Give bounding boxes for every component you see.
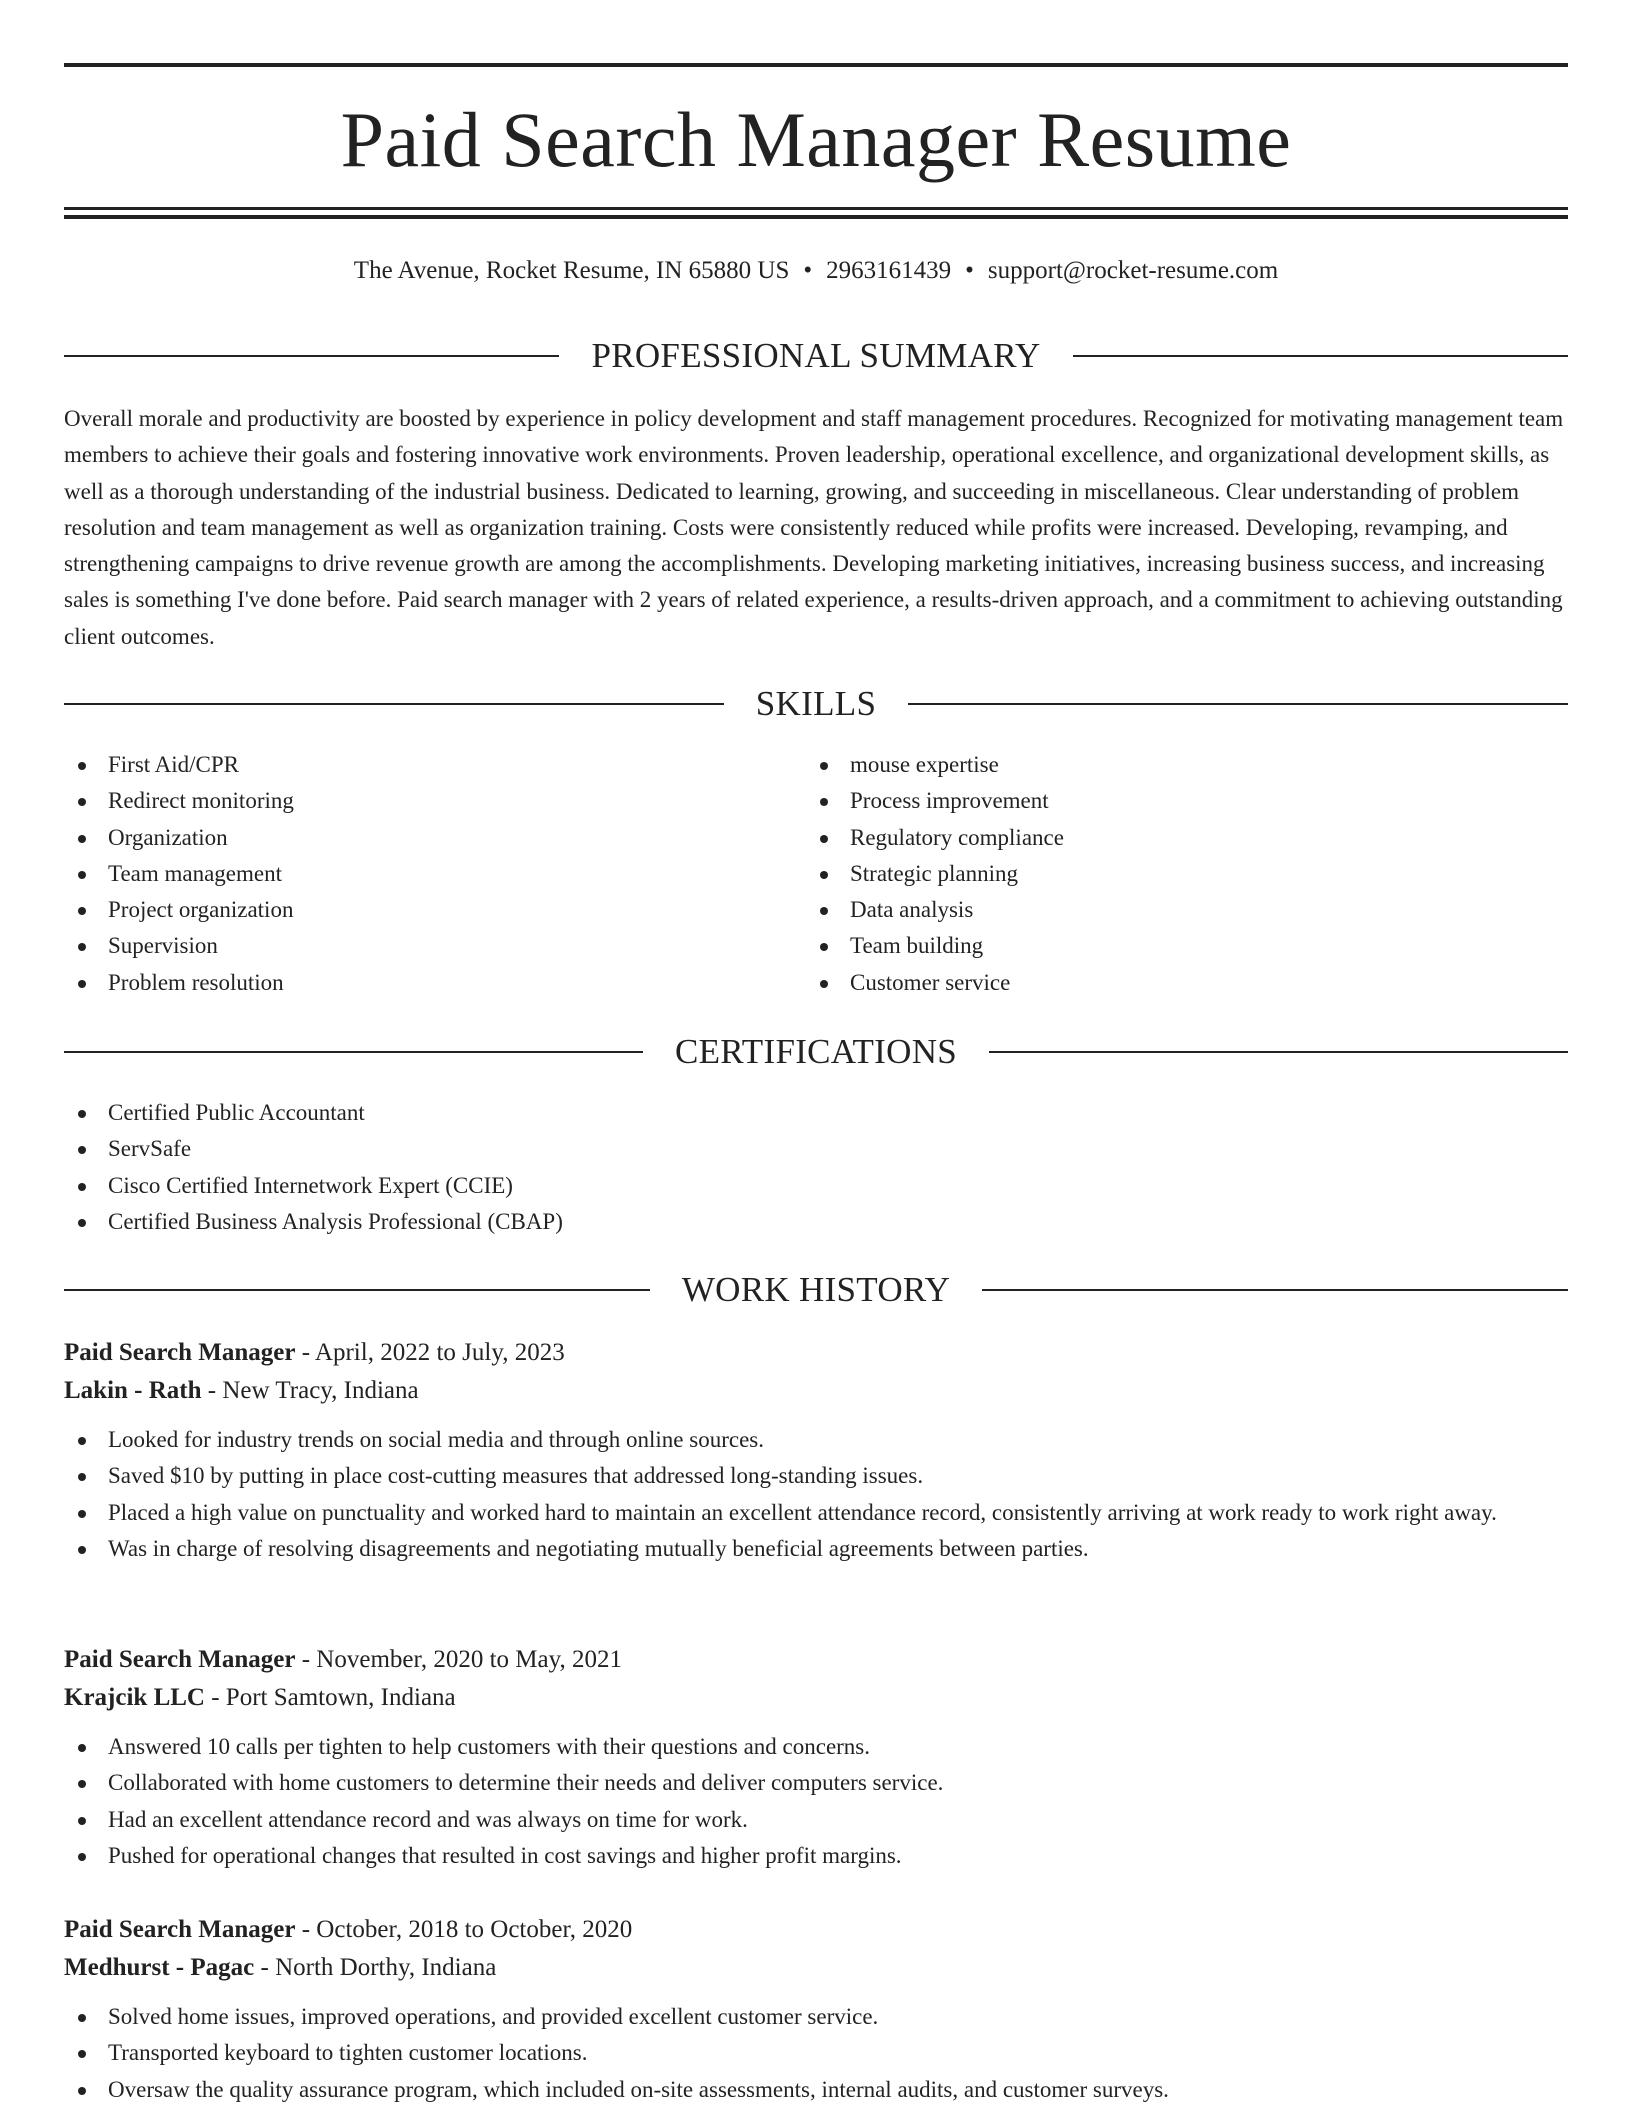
heading-rule	[64, 703, 724, 705]
contact-email: support@rocket-resume.com	[987, 257, 1279, 284]
section-title: PROFESSIONAL SUMMARY	[591, 336, 1041, 375]
summary-paragraph: Overall morale and productivity are boosted by experience in policy development and staff management procedures. Recognized for motivating management team members to achieve their goals and fostering innovative work environments. Proven leadership, operational excellence, and organizational development skills, as well as a thorough understanding of the industrial business. Dedicated to learning, growing, and succeeding in miscellaneous. Clear understanding of problem resolution and team management as well as organization training. Costs were consistently reduced while profits were increased. Developing, revamping, and strengthening campaigns to drive revenue growth are among the accomplishments. Developing marketing initiatives, increasing business success, and increasing sales is something I've done before. Paid search manager with 2 years of related experience, a results-driven approach, and a commitment to achieving outstanding client outcomes.	[64, 406, 1564, 649]
skill-item: Regulatory compliance	[806, 820, 1546, 856]
job-duty: Oversaw the quality assurance program, which included on-site assessments, internal audits, and customer surveys.	[64, 2072, 1568, 2108]
job-title: Paid Search Manager	[64, 1646, 296, 1673]
job-title: Paid Search Manager	[64, 1339, 296, 1366]
job-duties-list	[64, 1999, 1568, 2108]
certification-item: ServSafe	[64, 1131, 1568, 1167]
section-heading-summary	[64, 334, 1568, 378]
heading-rule	[989, 1051, 1568, 1053]
job-title-line: Paid Search Manager - October, 2018 to October, 2020	[64, 1916, 633, 1943]
job-entry	[64, 1641, 1568, 1874]
job-duties-list	[64, 1422, 1568, 1567]
skill-item: Team building	[806, 928, 1546, 964]
job-company-line: Medhurst - Pagac - North Dorthy, Indiana	[64, 1954, 497, 1981]
skill-item: Strategic planning	[806, 856, 1546, 892]
job-dates: November, 2020 to May, 2021	[316, 1646, 622, 1673]
skill-item: First Aid/CPR	[64, 747, 804, 783]
job-entry	[64, 1334, 1568, 1567]
heading-rule	[64, 1289, 650, 1291]
skills-list-right	[806, 747, 1546, 1001]
job-company: Lakin - Rath	[64, 1377, 202, 1404]
skill-item: Team management	[64, 856, 804, 892]
job-location: North Dorthy, Indiana	[275, 1954, 497, 1981]
job-dates: October, 2018 to October, 2020	[316, 1916, 633, 1943]
certification-item: Certified Business Analysis Professional (CBAP)	[64, 1204, 1568, 1240]
heading-rule	[908, 703, 1568, 705]
certification-item: Cisco Certified Internetwork Expert (CCIE)	[64, 1168, 1568, 1204]
job-company: Krajcik LLC	[64, 1684, 205, 1711]
skill-item: Problem resolution	[64, 965, 804, 1001]
job-title: Paid Search Manager	[64, 1916, 296, 1943]
job-duty: Had an excellent attendance record and was always on time for work.	[64, 1802, 1568, 1838]
job-duties-list	[64, 1729, 1568, 1874]
job-duty: Placed a high value on punctuality and worked hard to maintain an excellent attendance record, consistently arriving at work ready to work right away.	[64, 1495, 1568, 1531]
skill-item: Project organization	[64, 892, 804, 928]
job-duty: Answered 10 calls per tighten to help customers with their questions and concerns.	[64, 1729, 1568, 1765]
skill-item: mouse expertise	[806, 747, 1546, 783]
job-company: Medhurst - Pagac	[64, 1954, 255, 1981]
contact-separator: •	[965, 257, 974, 284]
certification-item: Certified Public Accountant	[64, 1095, 1568, 1131]
contact-line	[64, 254, 1568, 288]
section-title: WORK HISTORY	[681, 1270, 951, 1309]
skill-item: Organization	[64, 820, 804, 856]
heading-rule	[64, 355, 559, 357]
resume-title: Paid Search Manager Resume	[340, 96, 1292, 183]
skill-item: Process improvement	[806, 783, 1546, 819]
job-title-line: Paid Search Manager - April, 2022 to July, 2023	[64, 1339, 565, 1366]
job-title-line: Paid Search Manager - November, 2020 to May, 2021	[64, 1646, 622, 1673]
section-heading-skills	[64, 682, 1568, 726]
section-title: SKILLS	[755, 684, 877, 723]
section-heading-certifications	[64, 1030, 1568, 1074]
section-heading-work-history	[64, 1268, 1568, 1312]
job-duty: Solved home issues, improved operations, and provided excellent customer service.	[64, 1999, 1568, 2035]
heading-rule	[982, 1289, 1568, 1291]
skill-item: Data analysis	[806, 892, 1546, 928]
heading-rule	[1073, 355, 1568, 357]
certifications-list	[64, 1095, 1568, 1240]
job-duty: Saved $10 by putting in place cost-cutting measures that addressed long-standing issues.	[64, 1458, 1568, 1494]
job-entry	[64, 1911, 1568, 2108]
section-title: CERTIFICATIONS	[674, 1032, 958, 1071]
job-company-line: Lakin - Rath - New Tracy, Indiana	[64, 1377, 419, 1404]
job-location: New Tracy, Indiana	[222, 1377, 419, 1404]
top-rule	[64, 63, 1568, 67]
heading-rule	[64, 1051, 643, 1053]
title-rule-lower	[64, 215, 1568, 219]
skill-item: Redirect monitoring	[64, 783, 804, 819]
job-duty: Looked for industry trends on social media and through online sources.	[64, 1422, 1568, 1458]
contact-phone: 2963161439	[826, 257, 952, 284]
job-company-line: Krajcik LLC - Port Samtown, Indiana	[64, 1684, 456, 1711]
job-location: Port Samtown, Indiana	[225, 1684, 456, 1711]
skills-list-left	[64, 747, 804, 1001]
contact-separator: •	[803, 257, 813, 284]
job-duty: Was in charge of resolving disagreements and negotiating mutually beneficial agreements between parties.	[64, 1531, 1568, 1567]
job-duty: Collaborated with home customers to determine their needs and deliver computers service.	[64, 1765, 1568, 1801]
job-duty: Transported keyboard to tighten customer locations.	[64, 2035, 1568, 2071]
job-duty: Pushed for operational changes that resulted in cost savings and higher profit margins.	[64, 1838, 1568, 1874]
skill-item: Supervision	[64, 928, 804, 964]
title-rule-upper	[64, 207, 1568, 210]
contact-address: The Avenue, Rocket Resume, IN 65880 US	[353, 257, 790, 284]
skill-item: Customer service	[806, 965, 1546, 1001]
job-dates: April, 2022 to July, 2023	[314, 1339, 565, 1366]
